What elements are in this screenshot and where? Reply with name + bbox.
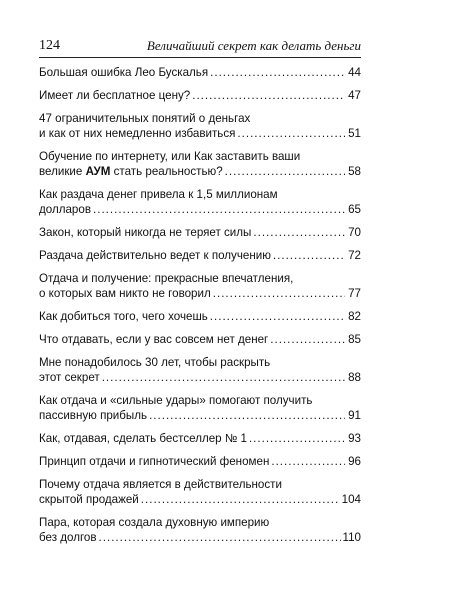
toc-entry [39,225,361,240]
running-title: Величайший секрет как делать деньги [146,38,361,53]
toc-entry-last-line [39,164,361,179]
toc-entry-last-line [39,225,361,240]
toc-entry [39,149,361,179]
toc-entry-title-line: этот секрет [39,371,100,384]
toc-entry-page-number: 88 [348,371,361,384]
toc-entry-title-line: Мне понадобилось 30 лет, чтобы раскрыть [39,356,271,369]
toc-entry-title-line: Как раздача денег привела к 1,5 миллионам [39,188,278,201]
toc-entry [39,454,361,469]
toc-entry-title-line: Раздача действительно ведет к получению [39,249,271,262]
toc-entry [39,332,361,347]
toc-entry [39,88,361,103]
toc-entry-page-number: 77 [348,287,361,300]
dot-leader [141,492,340,507]
toc-entry-page-number: 91 [348,409,361,422]
toc-entry [39,393,361,423]
toc-entry [39,431,361,446]
toc-entry-last-line [39,88,361,103]
toc-entry-title-tail: стать реальностью? [113,165,223,178]
toc-entry-last-line [39,370,361,385]
toc-entry-page-number: 51 [348,127,361,140]
toc-entry-title-line: Почему отдача является в действительности [39,478,282,491]
toc-entry-last-line [39,431,361,446]
toc-entry-title-line: Что отдавать, если у вас совсем нет денег [39,333,269,346]
toc-entry-last-line [39,530,361,545]
dot-leader [149,408,345,423]
dot-leader [271,454,345,469]
toc-entry-title-line: Имеет ли бесплатное цену? [39,89,191,102]
table-of-contents [39,65,361,553]
toc-entry-title-line: и как от них немедленно избавиться [39,127,236,140]
toc-entry-page-number: 104 [341,493,361,506]
toc-entry-last-line [39,65,361,80]
toc-entry-page-number: 93 [348,432,361,445]
toc-entry-title-line: Принцип отдачи и гипнотический феномен [39,455,270,468]
toc-entry-last-line [39,286,361,301]
toc-entry-last-line [39,309,361,324]
toc-entry [39,309,361,324]
toc-entry-title-line: Пара, которая создала духовную империю [39,516,270,529]
toc-entry-title-line: Обучение по интернету, или Как заставить ваши [39,150,301,163]
toc-entry-last-line [39,126,361,141]
dot-leader [93,202,345,217]
toc-entry-title-line: 47 ограничительных понятий о деньгах [39,112,251,125]
toc-entry-page-number: 72 [348,249,361,262]
toc-entry-title-line: Большая ошибка Лео Бускалья [39,66,209,79]
toc-entry-title-line: великие [39,165,83,178]
toc-entry-last-line [39,332,361,347]
dot-leader [102,370,345,385]
dot-leader [237,126,345,141]
toc-entry [39,65,361,80]
dot-leader [253,225,345,240]
toc-entry-title-line: Как добиться того, чего хочешь [39,310,208,323]
dot-leader [210,65,345,80]
toc-entry [39,271,361,301]
toc-entry [39,111,361,141]
dot-leader [273,248,345,263]
toc-entry-page-number: 70 [348,226,361,239]
dot-leader [270,332,345,347]
toc-entry-page-number: 85 [348,333,361,346]
toc-entry-title-line: Отдача и получение: прекрасные впечатления, [39,272,294,285]
toc-entry-page-number: 47 [348,89,361,102]
toc-entry-bold-word: АУМ [85,165,111,178]
toc-entry-title-line: без долгов [39,531,97,544]
toc-entry-last-line [39,202,361,217]
toc-entry-title-line: пассивную прибыль [39,409,148,422]
toc-entry [39,515,361,545]
toc-entry [39,477,361,507]
toc-entry-page-number: 44 [348,66,361,79]
toc-entry-title-line: долларов [39,203,91,216]
toc-entry-title-line: Закон, который никогда не теряет силы [39,226,252,239]
toc-entry-last-line [39,492,361,507]
dot-leader [213,286,345,301]
toc-entry-title-line: о которых вам никто не говорил [39,287,211,300]
toc-entry-page-number: 96 [348,455,361,468]
toc-entry-last-line [39,408,361,423]
toc-entry [39,187,361,217]
toc-entry-last-line [39,454,361,469]
toc-entry-page-number: 65 [348,203,361,216]
dot-leader [99,530,341,545]
dot-leader [249,431,345,446]
toc-entry-last-line [39,248,361,263]
dot-leader [225,164,345,179]
toc-entry-page-number: 58 [348,165,361,178]
toc-entry [39,248,361,263]
toc-entry-title-line: скрытой продажей [39,493,139,506]
toc-entry-title-line: Как, отдавая, сделать бестселлер № 1 [39,432,247,445]
toc-entry-page-number: 82 [348,310,361,323]
dot-leader [210,309,345,324]
page-number: 124 [39,38,60,53]
toc-entry [39,355,361,385]
page-header [39,37,361,58]
toc-entry-title-line: Как отдача и «сильные удары» помогают получить [39,394,313,407]
toc-entry-page-number: 110 [342,531,361,544]
dot-leader [192,88,345,103]
